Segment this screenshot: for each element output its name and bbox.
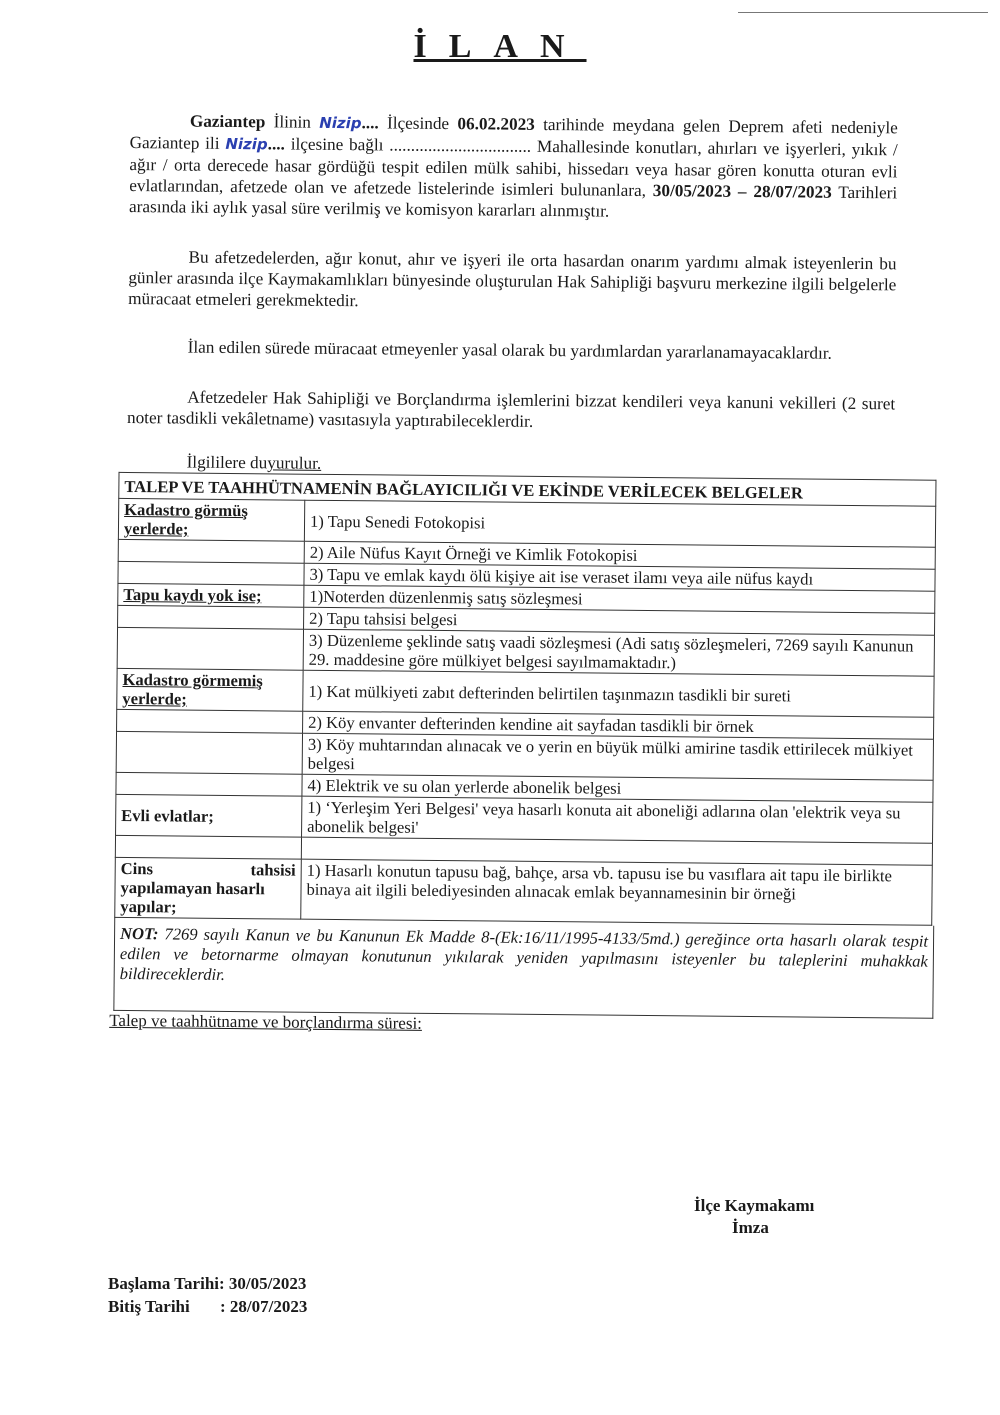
- row-label-kadastro-gormus: Kadastro görmüş yerlerde;: [118, 498, 304, 541]
- handwritten-district-2: Nizip: [225, 134, 268, 154]
- row-label-tapu-yok: Tapu kaydı yok ise;: [118, 583, 304, 607]
- table-cell: 1) Tapu Senedi Fotokopisi: [304, 500, 935, 547]
- dates-block: [108, 1272, 307, 1318]
- end-date-value: : 28/07/2023: [220, 1297, 308, 1316]
- handwritten-district: Nizip: [319, 113, 362, 133]
- announcement-paragraph-4: Afetzedeler Hak Sahipliği ve Borçlandırma işlemlerini bizzat kendileri veya kanuni vekilleri (2 suret noter tasdikli vekâletname) vasıtasıyla yaptırabileceklerdir.: [126, 387, 896, 431]
- page-title: İLAN: [413, 28, 587, 65]
- table-header: TALEP VE TAAHHÜTNAMENİN BAĞLAYICILIĞI VE EKİNDE VERİLECEK BELGELER: [119, 472, 936, 506]
- table-cell: 1)Noterden düzenlenmiş satış sözleşmesi: [304, 585, 935, 613]
- table-cell: 3) Köy muhtarından alınacak ve o yerin en büyük mülki amirine tasdik ettirilecek mülkiyet belgesi: [302, 733, 933, 780]
- table-cell: 3) Tapu ve emlak kaydı ölü kişiye ait ise veraset ilamı veya aile nüfus kaydı: [304, 563, 935, 591]
- row-label-kadastro-gormemis: Kadastro görmemiş yerlerde;: [117, 668, 303, 711]
- note-text: 7269 sayılı Kanun ve bu Kanunun Ek Madde 8-(Ek:16/11/1995-4133/5md.) gereğince orta hasarlı olarak tespit edilen ve betornarme olmayan konutunun yıkılarak yeniden yapılmasını isteyenler bu taleplerini muhakkak bildireceklerdir.: [119, 924, 929, 984]
- end-date-row: [108, 1295, 307, 1318]
- table-cell: 2) Köy envanter defterinden kendine ait sayfadan tasdikli bir örnek: [303, 711, 934, 739]
- end-date-label: Bitiş Tarihi: [108, 1297, 190, 1316]
- table-row: [115, 857, 933, 925]
- note-label: NOT:: [120, 923, 159, 944]
- table-cell: 1) Hasarlı konutun tapusu bağ, bahçe, arsa vb. tapusu ise bu vasıflara ait tapu ile birlikte binaya ait ilgili belediyesinden alınacak emlak beyannamesinin bir örneği: [301, 859, 933, 925]
- start-date-label: Başlama Tarihi:: [108, 1274, 225, 1293]
- signature-line: İmza: [732, 1218, 769, 1237]
- table-cell: 1) Kat mülkiyeti zabıt defterinden belirtilen taşınmazın tasdikli bir sureti: [303, 670, 934, 717]
- start-date-value: 30/05/2023: [228, 1274, 307, 1293]
- row-label-cins-tahsisi: Cins tahsisi yapılamayan hasarlı yapılar;: [115, 857, 302, 919]
- table-cell: 2) Aile Nüfus Kayıt Örneği ve Kimlik Fotokopisi: [304, 541, 935, 569]
- announcement-paragraph-1: Gaziantep İlinin Nizip.... İlçesinde 06.02.2023 tarihinde meydana gelen Deprem afeti nedeniyle Gaziantep ili Nizip.... ilçesine bağlı ................................. Mahallesinde konutları, ahırları ve işyerleri, yıkık / ağır / orta derecede hasar gördüğü tespit edilen mülk sahibi, hissedarı veya hasar gören konutta oturan evli evlatlarından, afetzede olan ve afetzede listelerinde isimleri bulunanlara, 30/05/2023 – 28/07/2023 Tarihleri arasında iki aylık yasal süre verilmiş ve komisyon kararları alınmıştır.: [128, 111, 898, 221]
- start-date-row: [108, 1272, 307, 1295]
- note-box: [113, 918, 934, 1019]
- closing-line: İlgililere duyurulur.: [186, 452, 322, 473]
- table-cell: 3) Düzenleme şeklinde satış vaadi sözleşmesi (Adi satış sözleşmeleri, 7269 sayılı Kanunun 29. maddesine göre mülkiyet belgesi sayılmamaktadır.): [303, 629, 934, 676]
- period-label: Talep ve taahhütname ve borçlandırma süresi:: [109, 1010, 423, 1033]
- top-rule: [738, 12, 988, 13]
- signature-block: [694, 1195, 814, 1239]
- table-cell: 2) Tapu tahsisi belgesi: [304, 607, 935, 635]
- document-body: [109, 110, 929, 1038]
- announcement-paragraph-2: Bu afetzedelerden, ağır konut, ahır ve işyeri ile orta hasardan onarım yardımı almak isteyenlerin bu günler arasında ilçe Kaymakamlıkları bünyesinde oluşturulan Hak Sahipliği başvuru merkezine ilgili belgelerle müracaat etmeleri gerekmektedir.: [128, 247, 897, 311]
- requirements-table: [114, 472, 936, 926]
- announcement-paragraph-3: İlan edilen sürede müracaat etmeyenler yasal olarak bu yardımlardan yararlanamayacaklardır.: [187, 337, 833, 363]
- disaster-date: 06.02.2023: [457, 114, 535, 134]
- application-date-range: 30/05/2023 – 28/07/2023: [652, 181, 832, 202]
- province-name: Gaziantep: [189, 111, 266, 132]
- table-cell: 1) ‘Yerleşim Yeri Belgesi' veya hasarlı konuta ait aboneliği adlarına olan 'elektrik veya su abonelik belgesi': [302, 796, 933, 843]
- signature-title: İlçe Kaymakamı: [694, 1196, 815, 1215]
- table-cell: 4) Elektrik ve su olan yerlerde abonelik belgesi: [302, 774, 933, 802]
- row-label-evli-evlatlar: Evli evlatlar;: [116, 794, 302, 837]
